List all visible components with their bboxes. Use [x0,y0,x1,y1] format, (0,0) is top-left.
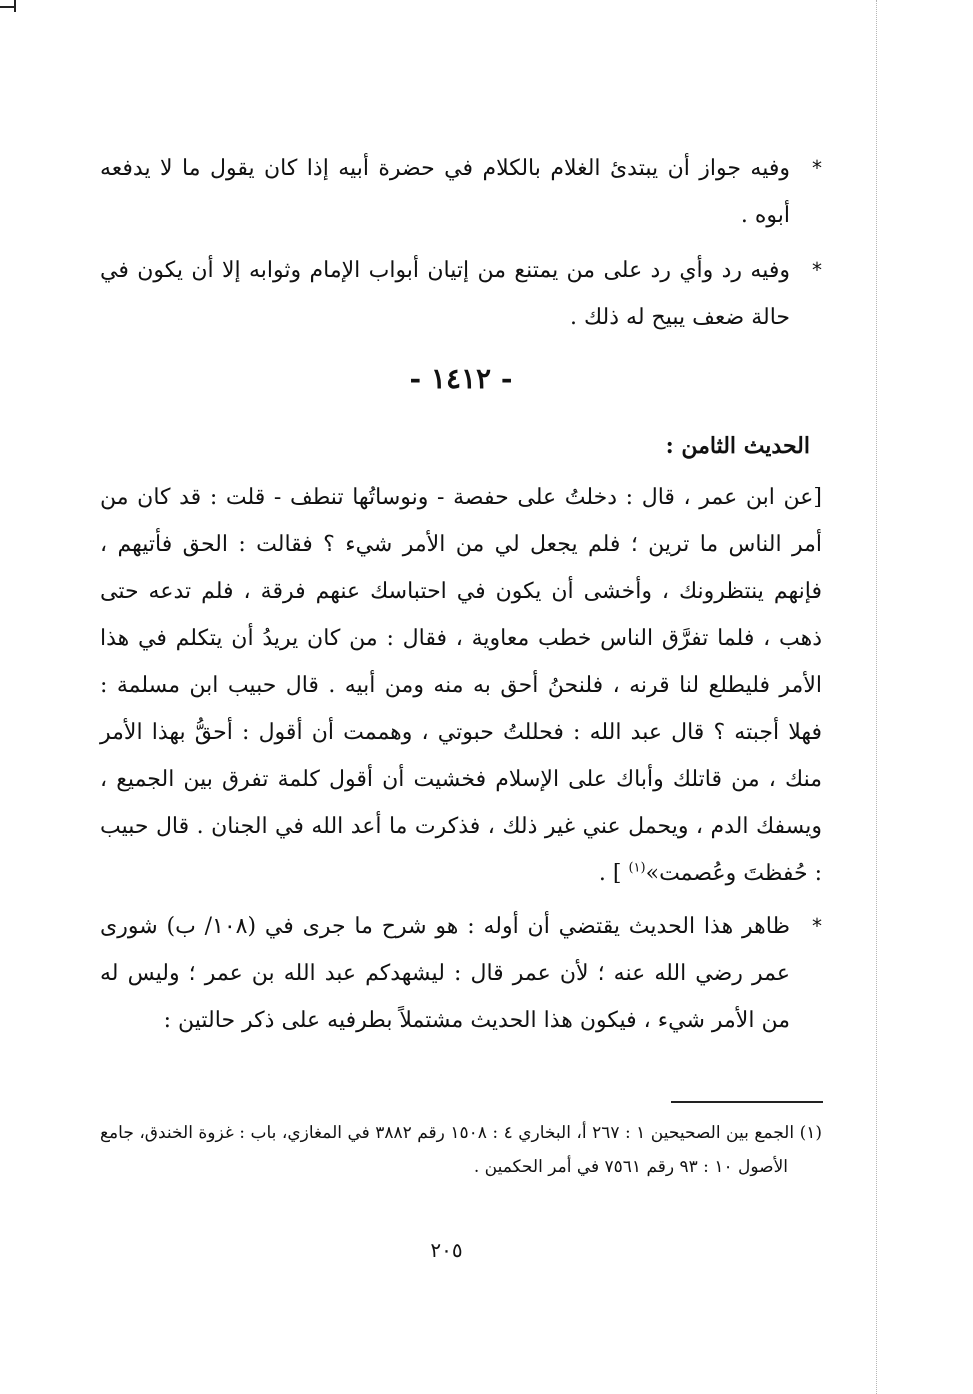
asterisk-bullet: * [812,156,822,180]
bullet-paragraph-1 [100,145,822,239]
footnote-separator [671,1101,823,1103]
asterisk-bullet: * [812,914,822,938]
footnote-number: (١) [799,1123,822,1143]
scan-edge-mark-vertical [14,0,16,12]
paragraph-text: وفيه رد وأي رد على من يمتنع من إتيان أبواب الإمام وثوابه إلا أن يكون في حالة ضعف يبيح له ذلك . [100,258,790,330]
footnote-text: الجمع بين الصحيحين ١ : ٢٦٧ أ، البخاري ٤ : ١٥٠٨ رقم ٣٨٨٢ في المغازي، باب : غزوة الخندق، جامع الأصول ١٠ : ٩٣ رقم ٧٥٦١ في أمر الحكمين . [100,1123,795,1177]
page-edge-dotted-line [876,0,877,1394]
page-number: ٢٠٥ [430,1238,463,1262]
paragraph-text: ظاهر هذا الحديث يقتضي أن أوله : هو شرح ما جرى في (١٠٨/ ب) شورى عمر رضي الله عنه ؛ لأن عمر قال : ليشهدكم عبد الله بن عمر ؛ وليس له من الأمر شيء ، فيكون هذا الحديث مشتملاً بطرفيه على ذكر حالتين : [100,914,790,1033]
footnote-reference[interactable]: (١) [628,860,646,876]
bullet-paragraph-2 [100,247,822,341]
section-number: - ١٤١٢ - [409,362,513,395]
bullet-paragraph-3 [100,903,822,1044]
paragraph-text: وفيه جواز أن يبتدئ الغلام بالكلام في حضرة أبيه إذا كان يقول ما لا يدفعه أبوه . [100,156,790,228]
main-text [100,145,822,1052]
footnotes [100,1116,822,1184]
hadith-closing: ] . [598,861,629,886]
footnote-item [100,1116,822,1184]
hadith-heading: الحديث الثامن : [665,433,810,459]
scan-edge-mark [0,6,14,8]
hadith-text [100,474,822,897]
hadith-body: [عن ابن عمر ، قال : دخلتُ على حفصة - ونوساتُها تنطف - قلت : قد كان من أمر الناس ما ترين ؛ فلم يجعل لي من الأمر شيء ؟ فقالت : الحق فأتيهم ، فإنهم ينتظرونك ، وأخشى أن يكون في احتباسك عنهم فرقة ، فلم تدعه حتى ذهب ، فلما تفرَّق الناس خطب معاوية ، فقال : من كان يريدُ أن يتكلم في هذا الأمر فليطلع لنا قرنه ، فلنحنُ أحق به منه ومن أبيه . قال حبيب ابن مسلمة : فهلا أجبته ؟ قال عبد الله : فحللتُ حبوتي ، وهممت أن أقول : أحقُّ بهذا الأمر منك ، من قاتلك وأباك على الإسلام فخشيت أن أقول كلمة تفرق بين الجميع ، ويسفك الدم ، ويحمل عني غير ذلك ، فذكرت ما أعد الله في الجنان . قال حبيب : حُفظتَ وعُصمت» [100,485,822,886]
asterisk-bullet: * [812,258,822,282]
